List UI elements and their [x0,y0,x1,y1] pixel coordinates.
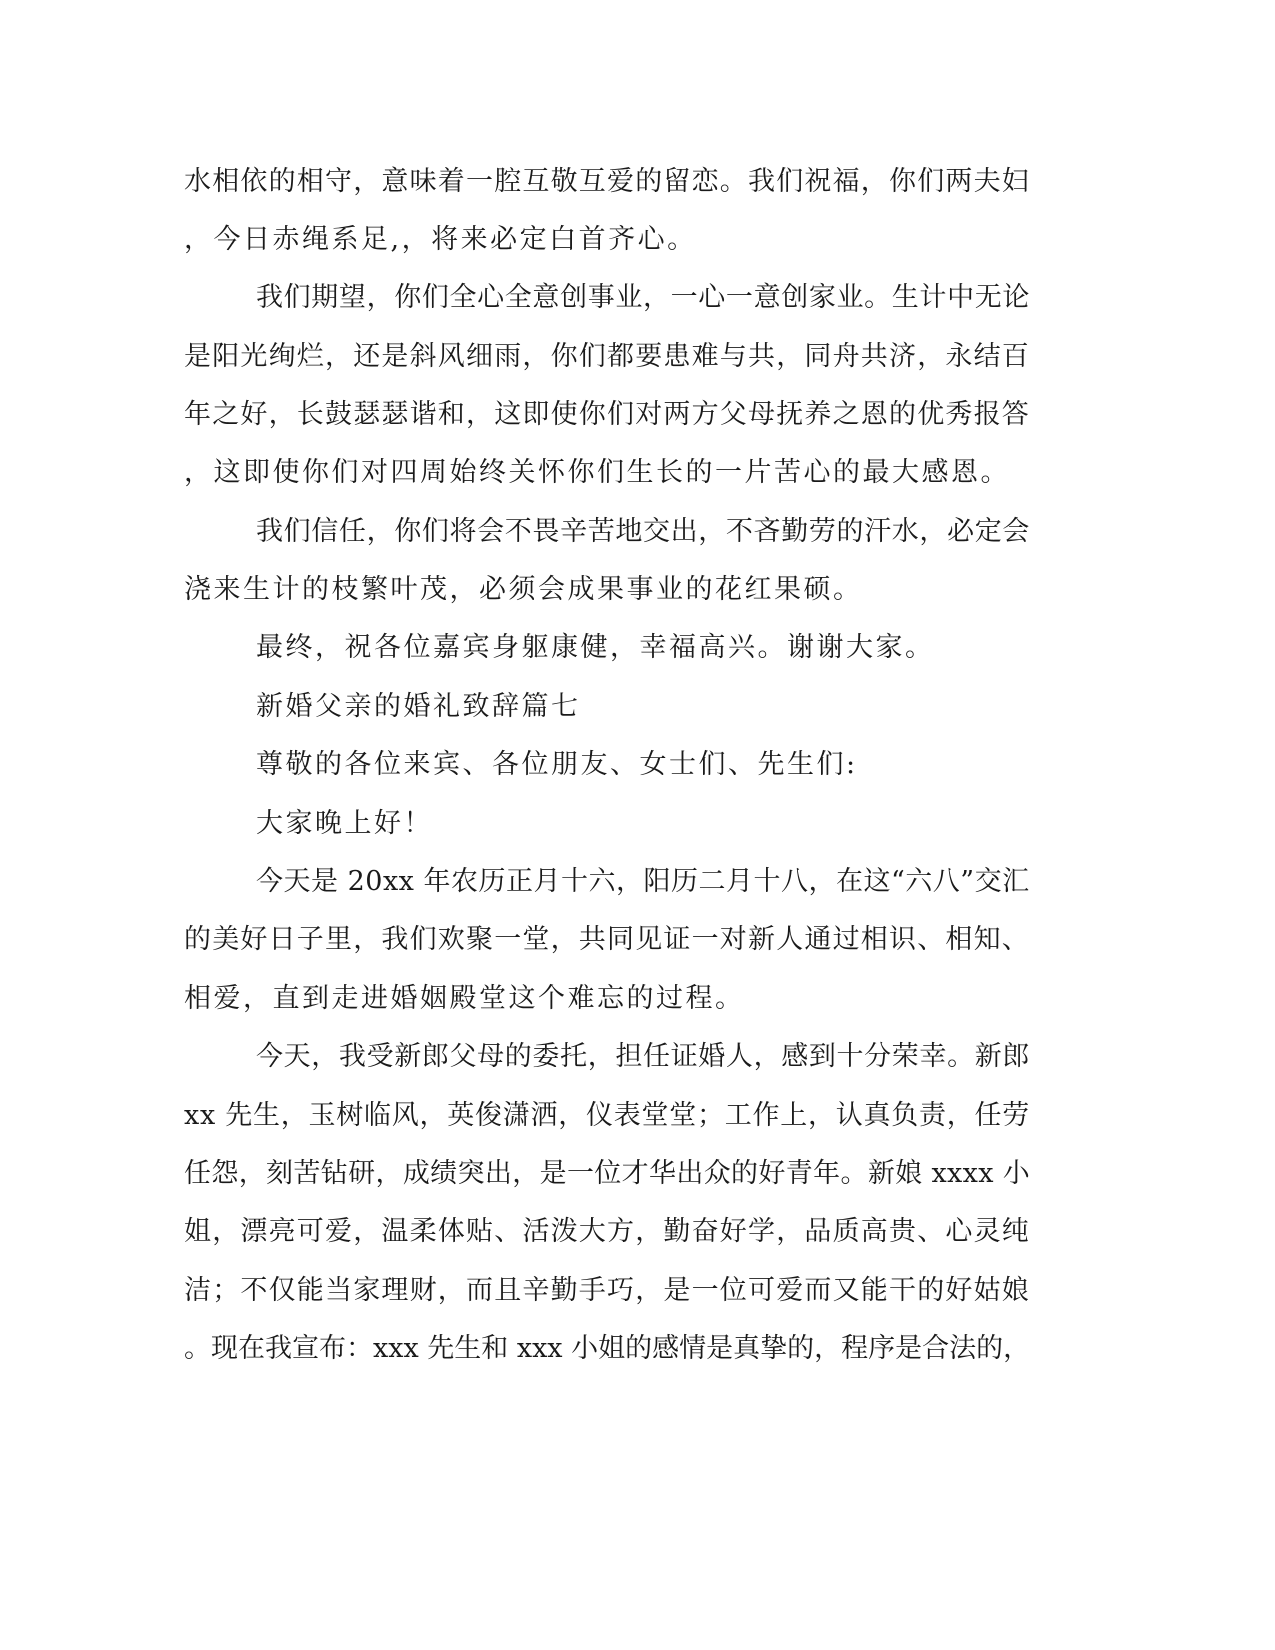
text-line: 任怨，刻苦钻研，成绩突出，是一位才华出众的好青年。新娘 xxxx 小 [184,1158,1031,1189]
paragraph-start-line: 今天，我受新郎父母的委托，担任证婚人，感到十分荣幸。新郎 [256,1041,1030,1072]
text-line: 。现在我宣布：xxx 先生和 xxx 小姐的感情是真挚的，程序是合法的， [184,1333,1031,1364]
section-heading: 新婚父亲的婚礼致辞篇七 [256,691,581,722]
text-line: xx 先生，玉树临风，英俊潇洒，仪表堂堂；工作上，认真负责，任劳 [184,1100,1031,1131]
text-line: ，这即使你们对四周始终关怀你们生长的一片苦心的最大感恩。 [184,457,1010,488]
salutation-line: 尊敬的各位来宾、各位朋友、女士们、先生们: [256,749,858,780]
text-line: 洁；不仅能当家理财，而且辛勤手巧，是一位可爱而又能干的好姑娘 [184,1275,1030,1306]
text-line: 相爱，直到走进婚姻殿堂这个难忘的过程。 [184,983,745,1014]
text-line: 浇来生计的枝繁叶茂，必须会成果事业的花红果硕。 [184,574,863,605]
text-line: ，今日赤绳系足,，将来必定白首齐心。 [184,224,697,255]
text-line: 是阳光绚烂，还是斜风细雨，你们都要患难与共，同舟共济，永结百 [184,341,1030,372]
text-line: 水相依的相守，意味着一腔互敬互爱的留恋。我们祝福，你们两夫妇 [184,166,1030,197]
text-line: 的美好日子里，我们欢聚一堂，共同见证一对新人通过相识、相知、 [184,924,1030,955]
paragraph-start-line: 我们期望，你们全心全意创事业，一心一意创家业。生计中无论 [256,282,1030,313]
paragraph-start-line: 今天是 20xx 年农历正月十六，阳历二月十八，在这“六八”交汇 [256,866,1030,897]
text-line: 姐，漂亮可爱，温柔体贴、活泼大方，勤奋好学，品质高贵、心灵纯 [184,1216,1030,1247]
text-line: 年之好，长鼓瑟瑟谐和，这即使你们对两方父母抚养之恩的优秀报答 [184,399,1030,430]
paragraph-start-line: 最终，祝各位嘉宾身躯康健，幸福高兴。谢谢大家。 [256,632,935,663]
greeting-line: 大家晚上好！ [256,808,433,839]
paragraph-start-line: 我们信任，你们将会不畏辛苦地交出，不吝勤劳的汗水，必定会 [256,516,1030,547]
